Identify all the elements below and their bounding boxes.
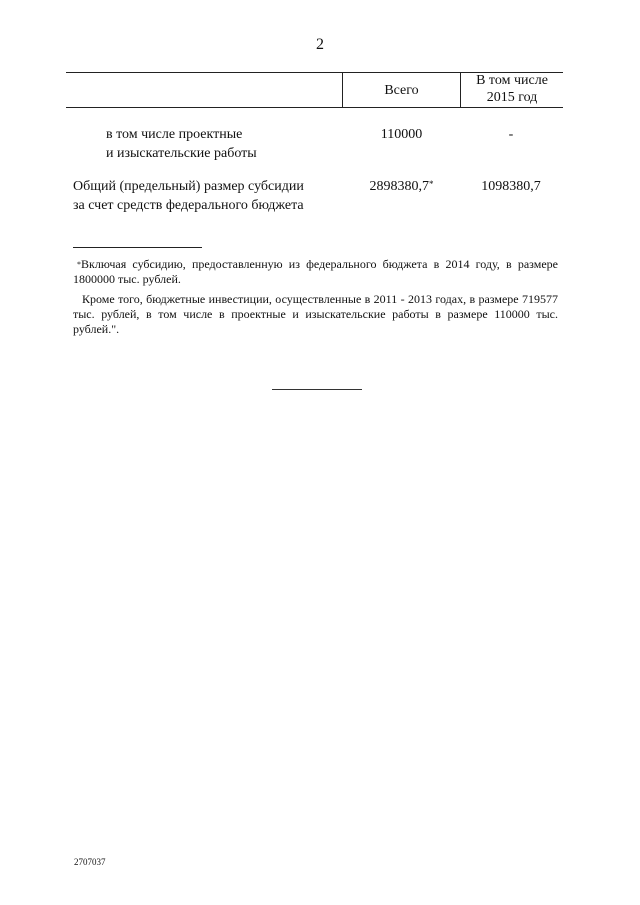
footnote-2: Кроме того, бюджетные инвестиции, осуществленные в 2011 - 2013 годах, в размере 719577 тыс. рублей, в том числе в проектные и изыскательские работы в размере 110000 тыс. рублей.".	[73, 292, 558, 336]
footnote-1	[73, 257, 558, 287]
table-header-bottom-rule	[66, 107, 563, 108]
row-design-works-2015: -	[508, 127, 514, 142]
header-total: Всего	[384, 83, 419, 98]
row-subsidy-2015: 1098380,7	[481, 179, 541, 194]
column-divider-2015	[460, 72, 461, 108]
row-subsidy-total	[343, 177, 460, 196]
footnote-1-text: Включая субсидию, предоставленную из федерального бюджета в 2014 году, в размере 1800000 тыс. рублей.	[73, 257, 558, 286]
row-label-line: Общий (предельный) размер субсидии	[73, 179, 304, 194]
page-number: 2	[316, 36, 324, 53]
subsidy-total-value: 2898380,7	[369, 179, 429, 194]
document-code: 2707037	[74, 857, 106, 867]
footnote-mark: *	[77, 260, 81, 269]
row-subsidy-label	[73, 177, 341, 215]
row-design-works-total: 110000	[380, 127, 423, 142]
row-label-line: за счет средств федерального бюджета	[73, 198, 304, 213]
row-design-works-label	[106, 125, 336, 163]
row-label-line: и изыскательские работы	[106, 146, 257, 161]
row-label-line: в том числе проектные	[106, 127, 243, 142]
footnote-reference-mark: *	[429, 179, 434, 189]
header-including-2015: В том числе 2015 год	[476, 73, 548, 105]
end-of-document-rule	[272, 389, 362, 390]
footnote-separator	[73, 247, 202, 248]
